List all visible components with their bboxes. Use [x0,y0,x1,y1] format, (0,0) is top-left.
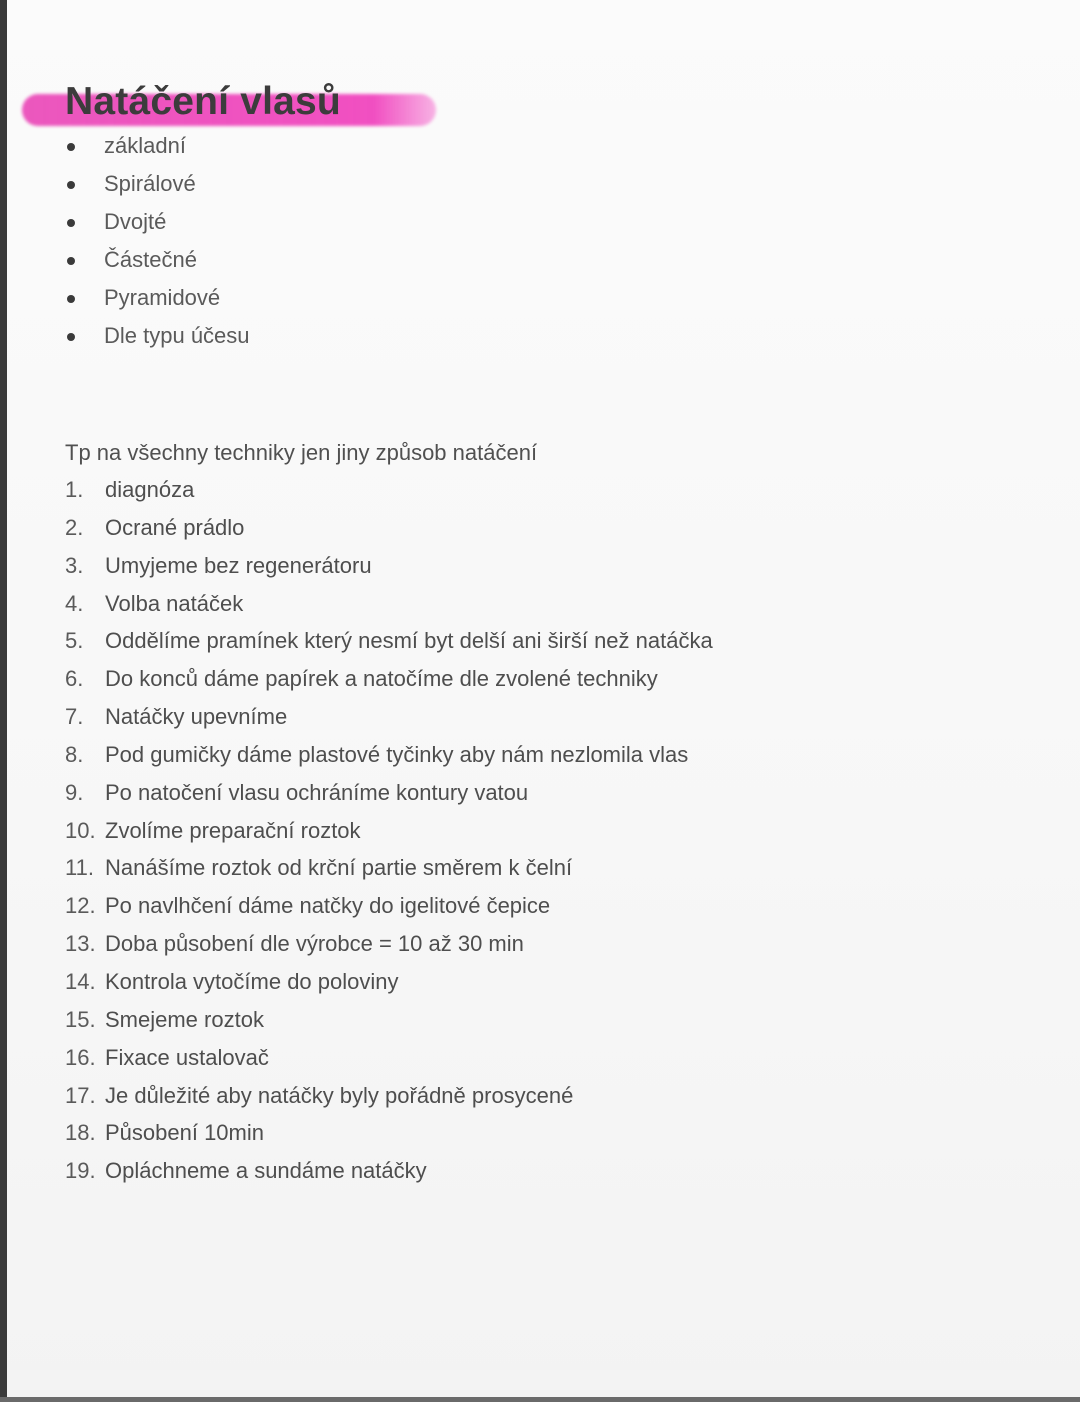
step-text: Natáčky upevníme [105,704,288,730]
step-number: 8. [65,741,84,767]
bullet-icon [67,295,75,303]
step-item [65,509,713,547]
step-text: Opláchneme a sundáme natáčky [105,1158,427,1184]
step-number: 11. [65,855,94,881]
step-number: 7. [65,704,84,730]
step-text: Po navlhčení dáme natčky do igelitové čepice [105,893,551,919]
bullet-icon [67,333,75,341]
step-item [65,698,713,736]
step-number: 15. [65,1006,96,1032]
intro-text: Tp na všechny techniky jen jiny způsob natáčení [65,440,538,465]
step-number: 2. [65,514,84,540]
step-item [65,887,713,925]
step-text: Pod gumičky dáme plastové tyčinky aby nám nezlomila vlas [105,741,689,767]
step-text: Nanášíme roztok od krční partie směrem k čelní [105,855,573,881]
step-item [65,660,713,698]
step-text: Je důležité aby natáčky byly pořádně prosycené [105,1082,574,1108]
step-number: 16. [65,1044,96,1070]
step-item [65,963,713,1001]
step-text: Doba působení dle výrobce = 10 až 30 min [105,931,524,957]
bullet-icon [67,181,75,189]
list-item-label: Dvojté [104,209,167,234]
list-item-label: základní [104,133,186,158]
step-number: 3. [65,552,84,578]
step-number: 19. [65,1158,96,1184]
bullet-icon [67,143,75,151]
step-text: diagnóza [105,477,195,502]
step-number: 1. [65,477,84,502]
step-text: Fixace ustalovač [105,1044,269,1070]
step-item [65,812,713,850]
step-number: 6. [65,666,84,692]
step-number: 4. [65,590,84,616]
scan-bottom-edge [0,1397,1080,1402]
step-text: Volba natáček [105,590,244,616]
bullet-icon [67,219,75,227]
step-text: Do konců dáme papírek a natočíme dle zvolené techniky [105,666,658,692]
list-item [62,203,250,241]
step-item [65,1039,713,1077]
list-item-label: Dle typu účesu [104,323,250,348]
list-item [62,279,250,317]
scan-left-edge [0,0,7,1402]
types-list [62,127,250,355]
step-item [65,1114,713,1152]
list-item [62,241,250,279]
step-number: 5. [65,628,84,654]
steps-list [65,471,713,1190]
page-title: Natáčení vlasů [65,80,341,123]
list-item-label: Pyramidové [104,285,221,310]
step-number: 18. [65,1120,96,1146]
step-item [65,1001,713,1039]
title-block [22,76,442,132]
step-number: 10. [65,817,96,843]
bullet-icon [67,257,75,265]
step-text: Smejeme roztok [105,1006,264,1032]
list-item [62,317,250,355]
step-item [65,547,713,585]
step-item [65,1077,713,1115]
step-text: Ocrané prádlo [105,514,245,540]
step-item [65,1152,713,1190]
step-number: 14. [65,968,96,994]
step-item [65,849,713,887]
step-number: 9. [65,779,84,805]
step-number: 12. [65,893,96,919]
step-item [65,622,713,660]
step-text: Po natočení vlasu ochráníme kontury vatou [105,779,529,805]
step-item [65,471,713,509]
step-text: Kontrola vytočíme do poloviny [105,968,399,994]
step-item [65,736,713,774]
step-text: Zvolíme preparační roztok [105,817,361,843]
step-text: Působení 10min [105,1120,264,1146]
step-item [65,774,713,812]
list-item-label: Spirálové [104,171,196,196]
step-number: 17. [65,1082,96,1108]
list-item [62,127,250,165]
step-text: Umyjeme bez regenerátoru [105,552,372,578]
list-item-label: Částečné [104,247,197,272]
list-item [62,165,250,203]
step-item [65,925,713,963]
step-text: Oddělíme pramínek který nesmí byt delší ani širší než natáčka [105,628,713,654]
step-item [65,585,713,623]
step-number: 13. [65,931,96,957]
